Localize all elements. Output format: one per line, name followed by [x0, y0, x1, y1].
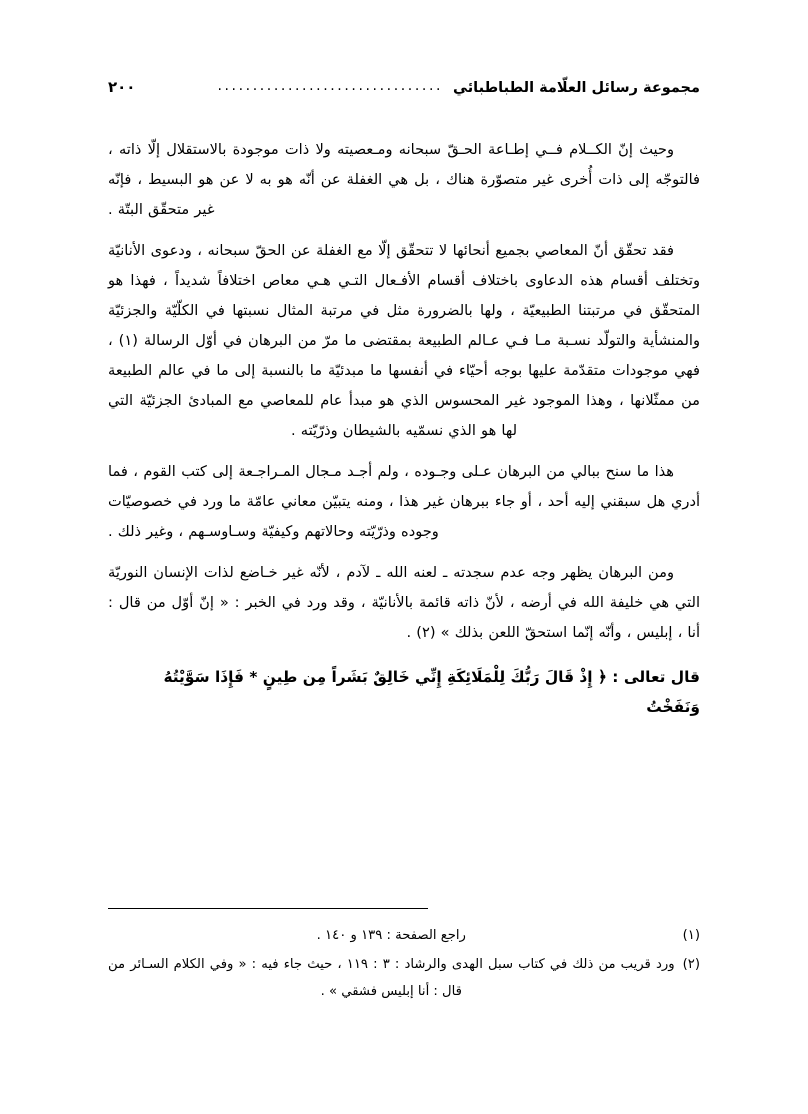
- footnote-list: [108, 922, 700, 1007]
- footnote-separator: [108, 908, 428, 909]
- footnote-marker: (٢): [682, 957, 700, 972]
- quran-verse-line: [108, 662, 700, 722]
- quran-verse-prefix: قال تعالى :: [606, 668, 700, 686]
- paragraph: هذا ما سنح ببالي من البرهان عـلى وجـوده ، ولم أجـد مـجال المـراجـعة إلى كتب القوم ، فما أدري هل سبقني إليه أحد ، أو جاء ببرهان غير هذا ، ومنه يتبيّن معاني عامّة ما ورد في خصوصيّات وجوده وذرّيّته وحالاتهم وكيفيّة وسـاوسـهم ، وغير ذلك .: [108, 463, 700, 540]
- page-body: [108, 135, 700, 722]
- page-header: [108, 78, 700, 96]
- paragraph: فقد تحقّق أنّ المعاصي بجميع أنحائها لا تتحقّق إلّا مع الغفلة عن الحقّ سبحانه ، ودعوى الأنانيّة وتختلف أقسام هذه الدعاوى باختلاف أقسام الأفـعال التـي هـي معاص اختلافاً شديداً ، فهذا هو المتحقّق في مرتبتنا الطبيعيّة ، ولها بالضرورة مثل في مرتبة المثال نسبتها في الكلّيّة والجزئيّة والمنشأية والتولّد نسـبة مـا فـي عـالم الطبيعة بمقتضى ما مرّ من البرهان في أوّل الرسالة (١) ، فهي موجودات متقدّمة عليها بوجه أحيّاء في أنفسها ما مبدئيّة ما بالنسبة إلى ما في عالم الطبيعة من ممثّلانها ، وهذا الموجود غير المحسوس الذي هو مبدأ عام للمعاصي مع المبادئ الجزئيّة التي لها هو الذي نسمّيه بالشيطان وذرّيّته .: [108, 242, 701, 439]
- quran-verse-text: ﴿ إِذْ قَالَ رَبُّكَ لِلْمَلَائِكَةِ إِنِّي خَالِقٌ بَشَراً مِن طِينٍ * فَإِذَا سَوَّيْتُهُ وَنَفَخْتُ: [163, 668, 700, 716]
- footnote-item: [108, 922, 700, 949]
- header-dot-leader: ................................: [217, 78, 444, 94]
- paragraph: ومن البرهان يظهر وجه عدم سجدته ـ لعنه الله ـ لآدم ، لأنّه غير خـاضع لذات الإنسان النوريّة التي هي خليفة الله في أرضه ، لأنّ ذاته قائمة بالأنانيّة ، وقد ورد في الخبر : « إنّ أوّل من قال : أنا ، إبليس ، وأنّه إنّما استحقّ اللعن بذلك » (٢) .: [108, 564, 700, 641]
- footnote-marker: (١): [682, 928, 700, 943]
- footnote-item: [108, 951, 700, 1005]
- book-title: مجموعة رسائل العلّامة الطباطبائي: [453, 80, 700, 96]
- footnote-text: ورد قريب من ذلك في كتاب سبل الهدى والرشاد : ٣ : ١١٩ ، حيث جاء فيه : « وفي الكلام السـائر من قال : أنا إبليس فشقي » .: [108, 957, 675, 999]
- page-number: ٢٠٠: [108, 78, 136, 96]
- footnote-text: راجع الصفحة : ١٣٩ و ١٤٠ .: [316, 928, 466, 943]
- paragraph: وحيث إنّ الكــلام فــي إطـاعة الحـقّ سبحانه ومـعصيته ولا ذات موجودة بالاستقلال إلّا ذاته ، فالتوجّه إلى ذات أُخرى غير متصوّرة هناك ، بل هي الغفلة عن أنّه هو به لا عن هو البسيط ، فإنّه غير متحقّق البتّة .: [108, 141, 700, 218]
